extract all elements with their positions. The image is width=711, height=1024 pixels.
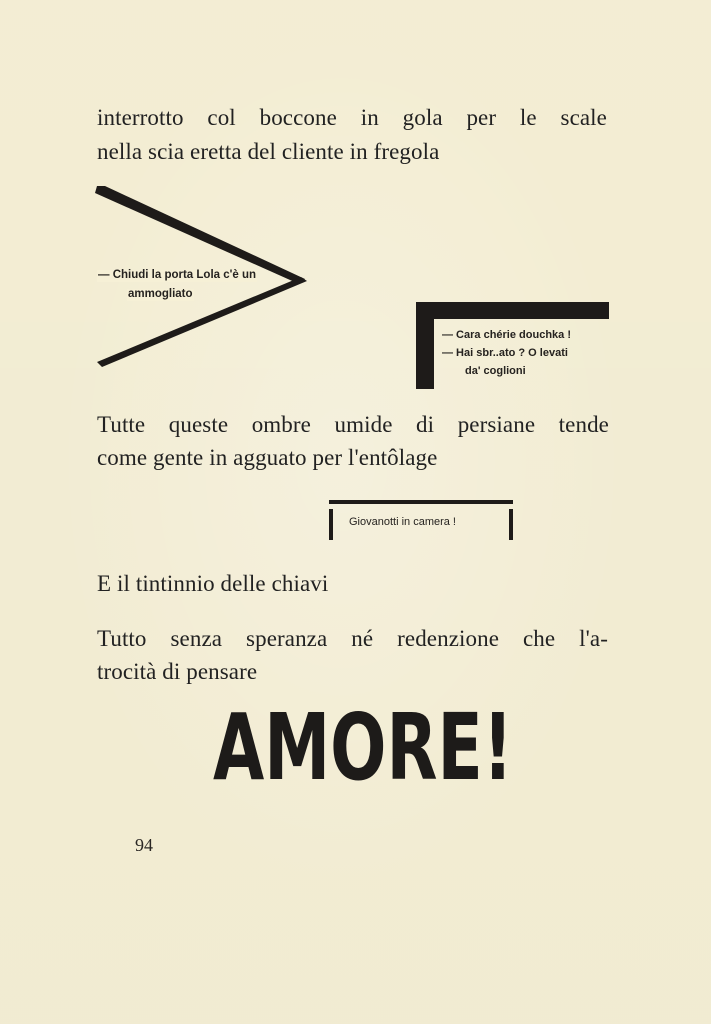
guest-note-label: Giovanotti in camera !: [349, 516, 456, 528]
poem-line: interrotto col boccone in gola per le scale: [97, 105, 607, 130]
corner-note-line: da' coglioni: [465, 365, 526, 377]
poem-line: nella scia eretta del cliente in fregola: [97, 139, 440, 164]
arrow-note-line: — Chiudi la porta Lola c'è un: [98, 269, 256, 281]
guest-frame-right-bar: [509, 509, 513, 540]
corner-frame-top-bar: [416, 302, 609, 319]
guest-frame-left-bar: [329, 509, 333, 540]
arrow-figure: [95, 183, 325, 373]
poem-line: trocità di pensare: [97, 659, 258, 684]
poem-line: Tutte queste ombre umide di persiane tende: [97, 412, 609, 437]
arrow-note-line: ammogliato: [128, 288, 193, 300]
corner-frame-note: [416, 302, 609, 389]
poem-line: Tutto senza speranza né redenzione che l'a-: [97, 626, 608, 651]
poem-line: E il tintinnio delle chiavi: [97, 571, 329, 596]
guest-note-frame: [329, 500, 513, 540]
headline: AMORE!: [213, 694, 513, 801]
page-number: 94: [135, 835, 153, 855]
guest-frame-top-bar: [329, 500, 513, 504]
corner-note-line: — Cara chérie douchka !: [442, 329, 571, 341]
corner-note-line: — Hai sbr..ato ? O levati: [442, 347, 568, 359]
corner-frame-left-bar: [416, 302, 434, 389]
poem-line: come gente in agguato per l'entôlage: [97, 445, 438, 470]
